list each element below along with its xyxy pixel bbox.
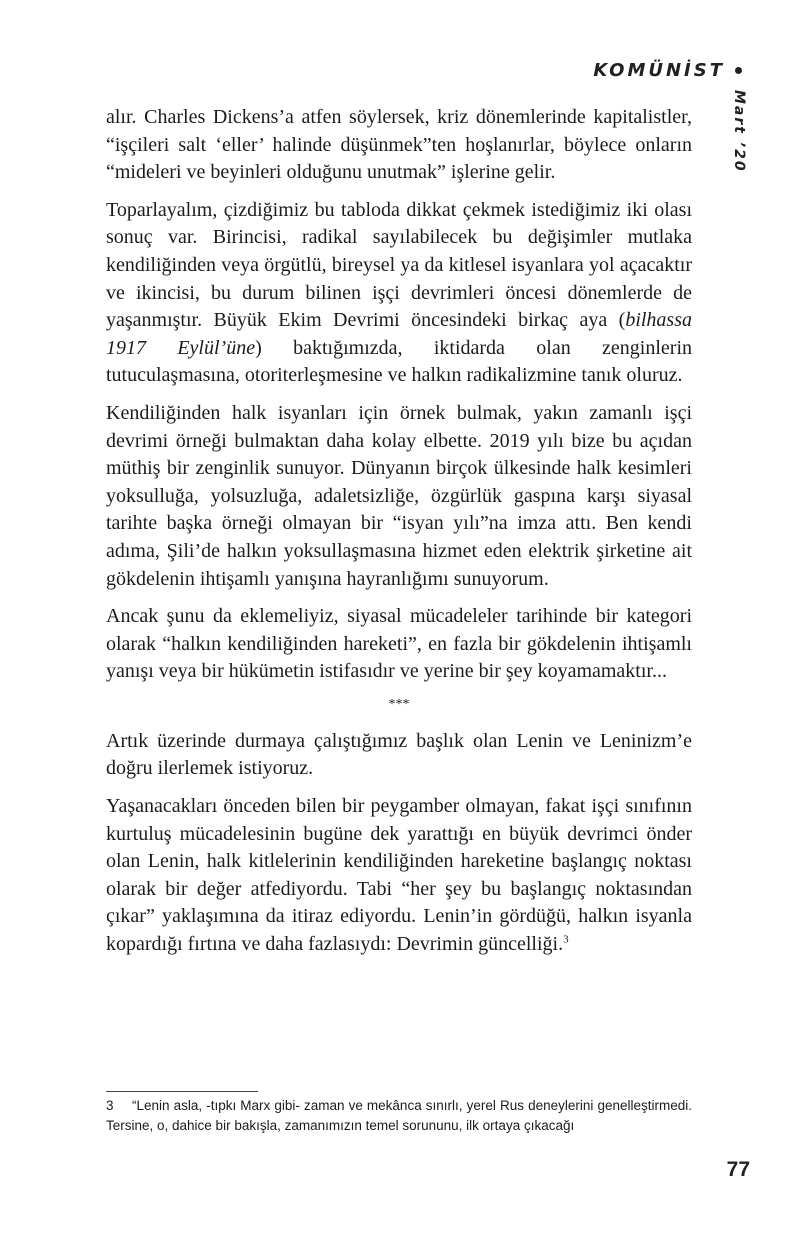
page-number: 77 <box>726 1158 750 1181</box>
paragraph: Kendiliğinden halk isyanları için örnek bulmak, yakın zamanlı işçi devrimi örneği bulmaktan daha kolay elbette. 2019 yılı bize bu açıdan müthiş bir zenginlik sunuyor. Dünyanın birçok ülkesinde halk kesimleri yoksulluğa, yolsuzluğa, adaletsizliğe, özgürlük gaspına karşı siyasal tarihte başka örneği olmayan bir “isyan yılı”na imza attı. Ben kendi adıma, Şili’de halkın yoksullaşmasına hizmet eden elektrik şirketine ait gökdelenin ihtişamlı yanışına hayranlığımı sunuyorum. <box>106 401 692 590</box>
footnote-reference[interactable]: 3 <box>563 933 569 946</box>
running-header <box>593 60 742 81</box>
paragraph: Yaşanacakları önceden bilen bir peygamber olmayan, fakat işçi sınıfının kurtuluş mücadelesinin bugüne dek yarattığı en büyük devrimci önder olan Lenin, halk kitlelerinin kendiliğinden hareketine başlangıç noktası olarak bir değer atfediyordu. Tabi “her şey bu başlangıç noktasından çıkar” yaklaşımına da itiraz ediyordu. Lenin’in gördüğü, halkın isyanla kopardığı fırtına ve daha fazlasıydı: Devrimin güncelliği.$^3$ <box>106 795 692 956</box>
footnote <box>106 1096 692 1135</box>
footnote-divider <box>106 1091 258 1092</box>
paragraph: Toparlayalım, çizdiğimiz bu tabloda dikkat çekmek istediğimiz iki olası sonuç var. Birincisi, radikal sayılabilecek bu değişimler mutlaka kendiliğinden veya örgütlü, bireysel ya da kitlesel isyanlara yol açacaktır ve ikincisi, bu durum bilinen işçi devrimleri öncesi dönemlerde de yaşanmıştır. Büyük Ekim Devrimi öncesindeki birkaç aya (bilhassa 1917 Eylül’üne) baktığımızda, iktidarda olan zenginlerin tutuculaşmasına, otoriterleşmesine ve halkın radikalizmine tanık oluruz. <box>106 198 692 387</box>
paragraph: alır. Charles Dickens’a atfen söylersek, kriz dönemlerinde kapitalistler, “işçileri salt ‘eller’ halinde düşünmek”ten hoşlanırlar, böylece onların “mideleri ve beyinleri olduğunu unutmak” işlerine gelir. <box>106 106 692 184</box>
footnote-text: “Lenin asla, -tıpkı Marx gibi- zaman ve mekânca sınırlı, yerel Rus deneylerini genelleştirmedi. Tersine, o, dahice bir bakışla, zamanımızın temel sorununu, ilk ortaya çıkacağı <box>106 1098 692 1133</box>
italic-date: bilhassa 1917 Eylül’üne <box>106 309 692 359</box>
paragraph: Artık üzerinde durmaya çalıştığımız başlık olan Lenin ve Leninizm’e doğru ilerlemek istiyoruz. <box>106 729 692 780</box>
paragraph: Ancak şunu da eklemeliyiz, siyasal mücadeleler tarihinde bir kategori olarak “halkın kendiliğinden hareketi”, en fazla bir gökdelenin ihtişamlı yanışı veya bir hükümetin istifasıdır ve yerine bir şey koyamamaktır... <box>106 605 692 683</box>
section-divider: *** <box>388 696 410 712</box>
issue-label: Mart ’20 <box>731 90 747 173</box>
magazine-title: KOMÜNİST <box>593 60 725 81</box>
footnote-number: 3 <box>106 1098 114 1113</box>
bullet-icon <box>735 67 742 74</box>
body-text <box>106 104 692 969</box>
